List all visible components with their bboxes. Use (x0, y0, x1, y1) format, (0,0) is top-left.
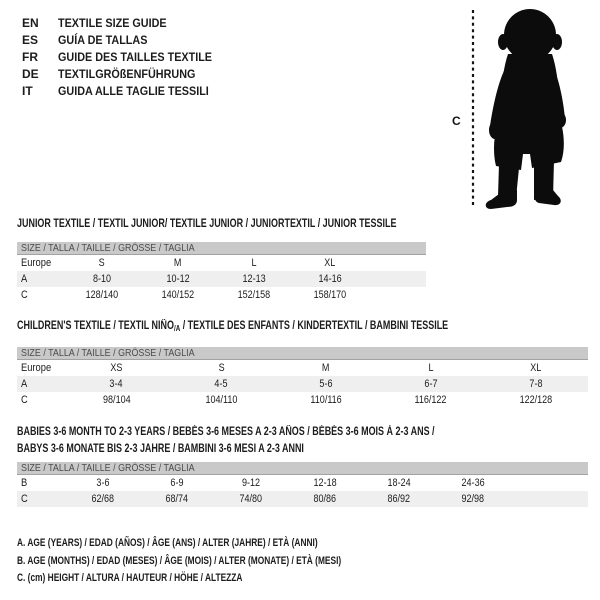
footnote-c: C. (cm) HEIGHT / ALTURA / HAUTEUR / HÖHE / ALTEZZA (17, 572, 243, 584)
language-row-en (22, 15, 229, 32)
value-cell: 86/92 (387, 493, 411, 505)
row-label: A (21, 273, 28, 285)
row-label: C (21, 493, 28, 505)
value-cell: 18-24 (387, 477, 411, 489)
size-header-label: SIZE / TALLA / TAILLE / GRÖSSE / TAGLIA (21, 462, 195, 474)
table-row-height (17, 287, 426, 303)
value-cell: 122/128 (519, 394, 552, 406)
size-cell: L (428, 362, 434, 374)
size-cell: S (98, 257, 106, 269)
language-code: IT (22, 84, 33, 98)
size-header-bar (17, 242, 426, 255)
value-cell: 5-6 (319, 378, 333, 390)
nino-a-subscript: /A (173, 324, 181, 333)
babies-table-title-line1-row (17, 424, 588, 441)
value-cell: 158/170 (313, 289, 347, 301)
table-row-europe (17, 360, 588, 376)
babies-table-title-line1: BABIES 3-6 MONTH TO 2-3 YEARS / BEBÉS 3-6 MESES A 2-3 AÑOS / BÉBÉS 3-6 MOIS À 2-3 ANS / (17, 426, 435, 438)
size-cell: XS (110, 362, 123, 374)
junior-table-title: JUNIOR TEXTILE / TEXTIL JUNIOR/ TEXTILE JUNIOR / JUNIORTEXTIL / JUNIOR TESSILE (17, 218, 397, 230)
size-cell: M (322, 362, 330, 374)
value-cell: 152/158 (237, 289, 271, 301)
language-title: GUIDE DES TAILLES TEXTILE (58, 50, 213, 64)
footnote-a: A. AGE (YEARS) / EDAD (AÑOS) / ÂGE (ANS) / ALTER (JAHRE) / ETÀ (ANNI) (17, 537, 318, 549)
spacer-cell (510, 475, 588, 491)
baby-silhouette (486, 9, 566, 209)
size-header-label: SIZE / TALLA / TAILLE / GRÖSSE / TAGLIA (21, 242, 195, 254)
language-title: TEXTILE SIZE GUIDE (58, 16, 167, 30)
size-cell: S (218, 362, 225, 374)
row-label: Europe (21, 362, 52, 374)
value-cell: 110/116 (310, 394, 342, 406)
value-cell: 68/74 (165, 493, 189, 505)
value-cell: 98/104 (102, 394, 131, 406)
table-row-age (17, 271, 426, 287)
footnote-legend (17, 535, 444, 588)
table-row-months (17, 475, 588, 491)
language-title: TEXTILGRÖßENFÜHRUNG (58, 67, 196, 81)
language-title: GUÍA DE TALLAS (58, 33, 148, 47)
size-cell: M (174, 257, 182, 269)
language-code: EN (22, 16, 39, 30)
table-row-age (17, 376, 588, 392)
language-row-fr (22, 49, 229, 66)
babies-size-table (17, 475, 588, 507)
footnote-b: B. AGE (MONTHS) / EDAD (MESES) / ÂGE (MOIS) / ALTER (MONATE) / ETÀ (MESI) (17, 554, 342, 567)
value-cell: 62/68 (91, 493, 115, 505)
language-row-de (22, 66, 229, 83)
value-cell: 6-7 (424, 378, 438, 390)
babies-table-section (17, 424, 588, 507)
value-cell: 9-12 (241, 477, 261, 489)
table-row-height (17, 491, 588, 507)
language-code: DE (22, 67, 39, 81)
value-cell: 104/110 (205, 394, 238, 406)
babies-table-title-line2: BABYS 3-6 MONATE BIS 2-3 JAHRE / BAMBINI 3-6 MESI A 2-3 ANNI (17, 443, 304, 455)
value-cell: 80/86 (313, 493, 337, 505)
row-label: A (21, 378, 28, 390)
spacer-cell (368, 255, 426, 271)
language-title: GUIDA ALLE TAGLIE TESSILI (58, 84, 209, 98)
size-cell: XL (530, 362, 542, 374)
language-code: FR (22, 50, 38, 64)
children-table-title-row (17, 320, 588, 332)
size-cell: XL (324, 257, 336, 269)
row-label: C (21, 394, 28, 406)
value-cell: 128/140 (85, 289, 119, 301)
language-code: ES (22, 33, 39, 47)
language-row-it (22, 83, 229, 100)
measure-label-c: C (452, 114, 461, 128)
table-row-europe (17, 255, 426, 271)
row-label: B (21, 477, 28, 489)
junior-table-title-row (17, 218, 426, 230)
children-table-section (17, 320, 588, 408)
baby-silhouette-figure (450, 4, 595, 211)
spacer-cell (510, 491, 588, 507)
size-cell: L (251, 257, 257, 269)
babies-table-title-line2-row (17, 441, 588, 458)
value-cell: 7-8 (529, 378, 543, 390)
language-row-es (22, 32, 229, 49)
value-cell: 14-16 (318, 273, 342, 285)
size-header-bar (17, 462, 588, 475)
language-title-list (22, 15, 229, 100)
value-cell: 116/122 (414, 394, 447, 406)
value-cell: 3-4 (109, 378, 123, 390)
value-cell: 10-12 (166, 273, 190, 285)
value-cell: 92/98 (461, 493, 485, 505)
value-cell: 12-18 (313, 477, 337, 489)
spacer-cell (368, 271, 426, 287)
value-cell: 3-6 (96, 477, 110, 489)
junior-size-table (17, 255, 426, 303)
junior-table-section (17, 218, 426, 303)
value-cell: 4-5 (214, 378, 228, 390)
row-label: C (21, 289, 28, 301)
size-header-label: SIZE / TALLA / TAILLE / GRÖSSE / TAGLIA (21, 347, 195, 359)
children-size-table (17, 360, 588, 408)
value-cell: 8-10 (92, 273, 112, 285)
value-cell: 140/152 (161, 289, 195, 301)
value-cell: 6-9 (170, 477, 184, 489)
spacer-cell (368, 287, 426, 303)
children-table-title: CHILDREN'S TEXTILE / TEXTIL $NIÑO_{/A}$ / TEXTILE DES ENFANTS / KINDERTEXTIL / BAMBINI TESSILE (17, 320, 449, 333)
size-header-bar (17, 347, 588, 360)
value-cell: 24-36 (461, 477, 485, 489)
value-cell: 74/80 (239, 493, 263, 505)
value-cell: 12-13 (242, 273, 266, 285)
table-row-height (17, 392, 588, 408)
row-label: Europe (21, 257, 52, 269)
